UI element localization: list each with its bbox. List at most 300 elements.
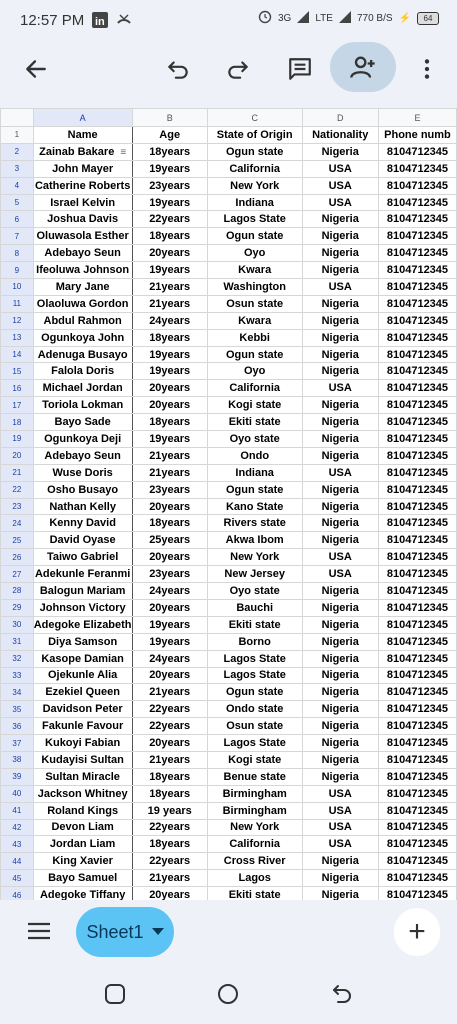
grid-cell[interactable] (33, 532, 132, 549)
grid-cell[interactable] (132, 481, 207, 498)
grid-cell[interactable] (33, 447, 132, 464)
grid-cell[interactable] (207, 751, 302, 768)
spreadsheet-grid[interactable] (0, 108, 457, 900)
grid-cell[interactable] (33, 819, 132, 836)
row-number[interactable]: 27 (1, 566, 34, 583)
grid-cell[interactable] (378, 616, 456, 633)
row-number[interactable]: 2 (1, 143, 34, 160)
grid-cell[interactable] (132, 667, 207, 684)
grid-cell[interactable] (207, 718, 302, 735)
grid-cell[interactable] (207, 650, 302, 667)
grid-cell[interactable] (33, 785, 132, 802)
grid-cell[interactable] (378, 431, 456, 448)
grid-cell[interactable] (207, 684, 302, 701)
grid-cell[interactable] (207, 819, 302, 836)
header-cell[interactable] (302, 127, 378, 144)
grid-cell[interactable] (378, 751, 456, 768)
grid-cell[interactable] (302, 160, 378, 177)
grid-cell[interactable] (33, 194, 132, 211)
row-number[interactable]: 38 (1, 751, 34, 768)
grid-cell[interactable] (132, 802, 207, 819)
grid-cell[interactable] (302, 447, 378, 464)
column-header-e[interactable]: E (378, 109, 456, 127)
grid-cell[interactable] (302, 279, 378, 296)
grid-cell[interactable] (33, 431, 132, 448)
row-number[interactable]: 17 (1, 397, 34, 414)
grid-cell[interactable] (302, 836, 378, 853)
row-number[interactable]: 31 (1, 633, 34, 650)
grid-cell[interactable] (302, 329, 378, 346)
grid-cell[interactable] (302, 143, 378, 160)
grid-cell[interactable] (378, 228, 456, 245)
grid-cell[interactable] (378, 583, 456, 600)
grid-cell[interactable] (132, 245, 207, 262)
filter-icon[interactable]: ≡ (120, 146, 127, 158)
grid-cell[interactable] (132, 870, 207, 887)
redo-button[interactable] (216, 47, 260, 91)
header-cell[interactable] (132, 127, 207, 144)
add-sheet-button[interactable]: + (394, 908, 440, 956)
grid-cell[interactable] (33, 566, 132, 583)
grid-cell[interactable] (33, 684, 132, 701)
grid-cell[interactable] (378, 650, 456, 667)
row-number[interactable]: 45 (1, 870, 34, 887)
grid-cell[interactable] (378, 414, 456, 431)
row-number[interactable]: 18 (1, 414, 34, 431)
row-number[interactable]: 22 (1, 481, 34, 498)
grid-cell[interactable] (378, 329, 456, 346)
recent-apps-button[interactable] (103, 982, 127, 1006)
grid-cell[interactable] (207, 228, 302, 245)
grid-cell[interactable] (378, 481, 456, 498)
grid-cell[interactable] (132, 566, 207, 583)
row-number[interactable]: 41 (1, 802, 34, 819)
grid-cell[interactable] (302, 532, 378, 549)
header-cell[interactable] (33, 127, 132, 144)
grid-cell[interactable] (132, 447, 207, 464)
row-number[interactable]: 4 (1, 177, 34, 194)
grid-cell[interactable] (33, 143, 132, 160)
grid-cell[interactable] (33, 701, 132, 718)
grid-cell[interactable] (378, 684, 456, 701)
grid-cell[interactable] (33, 887, 132, 900)
grid-cell[interactable] (207, 414, 302, 431)
row-number[interactable]: 16 (1, 380, 34, 397)
grid-cell[interactable] (33, 751, 132, 768)
grid-cell[interactable] (132, 279, 207, 296)
grid-cell[interactable] (33, 228, 132, 245)
grid-cell[interactable] (132, 718, 207, 735)
comment-button[interactable] (278, 47, 322, 91)
row-number[interactable]: 6 (1, 211, 34, 228)
grid-cell[interactable] (207, 143, 302, 160)
grid-cell[interactable] (302, 718, 378, 735)
grid-cell[interactable] (378, 295, 456, 312)
grid-cell[interactable] (302, 768, 378, 785)
grid-cell[interactable] (33, 549, 132, 566)
grid-cell[interactable] (302, 684, 378, 701)
grid-cell[interactable] (132, 515, 207, 532)
row-number[interactable]: 3 (1, 160, 34, 177)
grid-cell[interactable] (132, 853, 207, 870)
grid-cell[interactable] (207, 802, 302, 819)
grid-cell[interactable] (33, 363, 132, 380)
grid-cell[interactable] (302, 464, 378, 481)
grid-cell[interactable] (302, 735, 378, 752)
row-number[interactable]: 9 (1, 262, 34, 279)
grid-cell[interactable] (132, 228, 207, 245)
grid-cell[interactable] (302, 616, 378, 633)
back-button[interactable] (14, 47, 58, 91)
grid-cell[interactable] (302, 346, 378, 363)
grid-cell[interactable] (132, 887, 207, 900)
grid-cell[interactable] (33, 397, 132, 414)
grid-cell[interactable] (132, 211, 207, 228)
grid-cell[interactable] (132, 194, 207, 211)
grid-cell[interactable] (33, 718, 132, 735)
grid-cell[interactable] (33, 177, 132, 194)
grid-cell[interactable] (132, 498, 207, 515)
grid-cell[interactable] (378, 194, 456, 211)
grid-cell[interactable] (132, 633, 207, 650)
grid-cell[interactable] (302, 599, 378, 616)
grid-cell[interactable] (207, 363, 302, 380)
row-number[interactable]: 28 (1, 583, 34, 600)
grid-cell[interactable] (33, 650, 132, 667)
grid-cell[interactable] (302, 650, 378, 667)
grid-cell[interactable] (207, 346, 302, 363)
grid-cell[interactable] (33, 583, 132, 600)
grid-cell[interactable] (207, 380, 302, 397)
grid-cell[interactable] (378, 515, 456, 532)
grid-cell[interactable] (302, 515, 378, 532)
grid-cell[interactable] (207, 279, 302, 296)
row-number[interactable]: 7 (1, 228, 34, 245)
grid-cell[interactable] (207, 464, 302, 481)
grid-cell[interactable] (378, 312, 456, 329)
grid-cell[interactable] (378, 599, 456, 616)
grid-cell[interactable] (378, 633, 456, 650)
cell-value: Adebayo Seun (44, 247, 121, 260)
row-number[interactable]: 20 (1, 447, 34, 464)
grid-cell[interactable] (302, 583, 378, 600)
grid-cell[interactable] (302, 245, 378, 262)
grid-cell[interactable] (378, 802, 456, 819)
grid-cell[interactable] (207, 211, 302, 228)
grid-cell[interactable] (207, 177, 302, 194)
grid-cell[interactable] (302, 228, 378, 245)
grid-cell[interactable] (378, 397, 456, 414)
header-cell[interactable] (378, 127, 456, 144)
grid-cell[interactable] (33, 735, 132, 752)
grid-cell[interactable] (302, 633, 378, 650)
grid-cell[interactable] (33, 262, 132, 279)
grid-cell[interactable] (302, 819, 378, 836)
grid-cell[interactable] (378, 279, 456, 296)
grid-cell[interactable] (302, 785, 378, 802)
row-number[interactable]: 32 (1, 650, 34, 667)
grid-cell[interactable] (302, 295, 378, 312)
row-number[interactable]: 13 (1, 329, 34, 346)
grid-cell[interactable] (132, 312, 207, 329)
grid-cell[interactable] (302, 312, 378, 329)
row-number[interactable]: 37 (1, 735, 34, 752)
grid-cell[interactable] (302, 194, 378, 211)
grid-cell[interactable] (33, 802, 132, 819)
grid-cell[interactable] (378, 785, 456, 802)
column-header-c[interactable]: C (207, 109, 302, 127)
grid-cell[interactable] (33, 633, 132, 650)
grid-cell[interactable] (378, 718, 456, 735)
grid-cell[interactable] (207, 498, 302, 515)
grid-cell[interactable] (33, 870, 132, 887)
grid-cell[interactable] (33, 279, 132, 296)
row-number[interactable]: 46 (1, 887, 34, 900)
grid-cell[interactable] (33, 853, 132, 870)
grid-cell[interactable] (378, 836, 456, 853)
grid-cell[interactable] (132, 768, 207, 785)
row-number[interactable]: 39 (1, 768, 34, 785)
grid-cell[interactable] (302, 751, 378, 768)
grid-cell[interactable] (33, 515, 132, 532)
grid-cell[interactable] (33, 346, 132, 363)
grid-cell[interactable] (207, 397, 302, 414)
grid-cell[interactable] (207, 431, 302, 448)
grid-cell[interactable] (378, 380, 456, 397)
grid-cell[interactable] (302, 363, 378, 380)
grid-cell[interactable] (207, 735, 302, 752)
grid-cell[interactable] (207, 887, 302, 900)
grid-cell[interactable] (207, 768, 302, 785)
grid-cell[interactable] (132, 735, 207, 752)
row-number[interactable]: 5 (1, 194, 34, 211)
cell-value: Mary Jane (55, 280, 110, 293)
grid-cell[interactable] (207, 616, 302, 633)
grid-cell[interactable] (132, 177, 207, 194)
grid-cell[interactable] (378, 447, 456, 464)
grid-cell[interactable] (207, 549, 302, 566)
grid-cell[interactable] (132, 599, 207, 616)
grid-cell[interactable] (132, 346, 207, 363)
grid-cell[interactable] (33, 380, 132, 397)
grid-cell[interactable] (132, 397, 207, 414)
grid-cell[interactable] (302, 667, 378, 684)
row-number[interactable]: 19 (1, 431, 34, 448)
grid-cell[interactable] (302, 566, 378, 583)
grid-cell[interactable] (378, 245, 456, 262)
row-number[interactable]: 10 (1, 279, 34, 296)
grid-cell[interactable] (207, 481, 302, 498)
grid-cell[interactable] (132, 329, 207, 346)
cell-value: Borno (238, 635, 271, 648)
grid-cell[interactable] (132, 414, 207, 431)
undo-button[interactable] (156, 47, 200, 91)
column-header-a[interactable]: A (33, 109, 132, 127)
row-number[interactable]: 34 (1, 684, 34, 701)
share-button[interactable] (330, 42, 396, 92)
grid-cell[interactable] (207, 701, 302, 718)
grid-cell[interactable] (302, 177, 378, 194)
grid-cell[interactable] (207, 194, 302, 211)
grid-cell[interactable] (302, 853, 378, 870)
grid-cell[interactable] (132, 143, 207, 160)
grid-cell[interactable] (207, 836, 302, 853)
row-number[interactable]: 14 (1, 346, 34, 363)
grid-cell[interactable] (378, 667, 456, 684)
grid-cell[interactable] (378, 566, 456, 583)
grid-cell[interactable] (207, 160, 302, 177)
grid-cell[interactable] (132, 464, 207, 481)
grid-cell[interactable] (132, 262, 207, 279)
row-number[interactable]: 36 (1, 718, 34, 735)
grid-cell[interactable] (33, 295, 132, 312)
grid-cell[interactable] (207, 532, 302, 549)
cell-value: 8104712345 (386, 872, 449, 885)
row-number[interactable]: 24 (1, 515, 34, 532)
grid-cell[interactable] (302, 498, 378, 515)
grid-cell[interactable] (33, 616, 132, 633)
grid-cell[interactable] (132, 785, 207, 802)
more-options-button[interactable] (405, 47, 449, 91)
row-number[interactable]: 21 (1, 464, 34, 481)
grid-cell[interactable] (132, 836, 207, 853)
grid-cell[interactable] (302, 870, 378, 887)
grid-cell[interactable] (207, 583, 302, 600)
grid-cell[interactable] (207, 566, 302, 583)
grid-cell[interactable] (378, 363, 456, 380)
grid-cell[interactable] (33, 464, 132, 481)
row-number[interactable]: 15 (1, 363, 34, 380)
row-number[interactable]: 44 (1, 853, 34, 870)
grid-cell[interactable] (378, 735, 456, 752)
grid-cell[interactable] (378, 464, 456, 481)
row-number[interactable]: 11 (1, 295, 34, 312)
grid-cell[interactable] (132, 583, 207, 600)
tab-sheet1[interactable] (76, 907, 174, 957)
grid-cell[interactable] (33, 329, 132, 346)
grid-cell[interactable] (378, 160, 456, 177)
grid-cell[interactable] (207, 870, 302, 887)
grid-cell[interactable] (33, 498, 132, 515)
row-number[interactable]: 12 (1, 312, 34, 329)
grid-cell[interactable] (378, 177, 456, 194)
grid-cell[interactable] (302, 262, 378, 279)
grid-cell[interactable] (378, 853, 456, 870)
grid-cell[interactable] (302, 211, 378, 228)
grid-cell[interactable] (132, 532, 207, 549)
back-nav-button[interactable] (330, 982, 354, 1006)
grid-cell[interactable] (207, 329, 302, 346)
row-number[interactable]: 29 (1, 599, 34, 616)
grid-cell[interactable] (378, 819, 456, 836)
row-number[interactable]: 33 (1, 667, 34, 684)
grid-cell[interactable] (207, 515, 302, 532)
grid-cell[interactable] (207, 447, 302, 464)
grid-cell[interactable] (378, 701, 456, 718)
grid-cell[interactable] (302, 481, 378, 498)
column-header-b[interactable]: B (132, 109, 207, 127)
row-number[interactable]: 23 (1, 498, 34, 515)
grid-cell[interactable] (132, 160, 207, 177)
grid-cell[interactable] (378, 211, 456, 228)
grid-cell[interactable] (207, 853, 302, 870)
grid-cell[interactable] (207, 312, 302, 329)
grid-cell[interactable] (378, 262, 456, 279)
grid-cell[interactable] (33, 768, 132, 785)
grid-cell[interactable] (33, 211, 132, 228)
grid-cell[interactable] (378, 870, 456, 887)
grid-cell[interactable] (207, 599, 302, 616)
grid-cell[interactable] (33, 312, 132, 329)
grid-cell[interactable] (207, 633, 302, 650)
grid-cell[interactable] (132, 431, 207, 448)
grid-cell[interactable] (378, 346, 456, 363)
row-number[interactable]: 1 (1, 127, 34, 144)
grid-cell[interactable] (378, 143, 456, 160)
grid-cell[interactable] (207, 295, 302, 312)
grid-cell[interactable] (207, 245, 302, 262)
grid-cell[interactable] (378, 498, 456, 515)
grid-cell[interactable] (207, 785, 302, 802)
grid-cell[interactable] (207, 667, 302, 684)
grid-cell[interactable] (132, 295, 207, 312)
grid-cell[interactable] (132, 751, 207, 768)
grid-cell[interactable] (132, 380, 207, 397)
row-number[interactable]: 26 (1, 549, 34, 566)
grid-cell[interactable] (378, 532, 456, 549)
select-all-corner[interactable] (1, 109, 34, 127)
row-number[interactable]: 42 (1, 819, 34, 836)
grid-cell[interactable] (378, 887, 456, 900)
grid-cell[interactable] (132, 701, 207, 718)
grid-cell[interactable] (132, 650, 207, 667)
grid-cell[interactable] (302, 701, 378, 718)
home-button[interactable] (216, 982, 240, 1006)
grid-cell[interactable] (132, 819, 207, 836)
grid-cell[interactable] (302, 802, 378, 819)
row-number[interactable]: 8 (1, 245, 34, 262)
row-number[interactable]: 30 (1, 616, 34, 633)
grid-cell[interactable] (33, 245, 132, 262)
grid-cell[interactable] (302, 549, 378, 566)
grid-cell[interactable] (132, 549, 207, 566)
grid-cell[interactable] (302, 380, 378, 397)
grid-cell[interactable] (132, 363, 207, 380)
header-cell[interactable] (207, 127, 302, 144)
grid-cell[interactable] (33, 667, 132, 684)
grid-cell[interactable] (302, 414, 378, 431)
grid-cell[interactable] (33, 599, 132, 616)
grid-cell[interactable] (302, 887, 378, 900)
grid-cell[interactable] (33, 414, 132, 431)
grid-cell[interactable] (302, 397, 378, 414)
grid-cell[interactable] (207, 262, 302, 279)
sheets-menu-button[interactable] (26, 920, 52, 942)
row-number[interactable]: 40 (1, 785, 34, 802)
grid-cell[interactable] (302, 431, 378, 448)
grid-cell[interactable] (33, 481, 132, 498)
grid-cell[interactable] (378, 768, 456, 785)
row-number[interactable]: 43 (1, 836, 34, 853)
grid-cell[interactable] (33, 836, 132, 853)
grid-cell[interactable] (132, 684, 207, 701)
grid-cell[interactable] (132, 616, 207, 633)
grid-cell[interactable] (378, 549, 456, 566)
grid-cell[interactable] (33, 160, 132, 177)
row-number[interactable]: 35 (1, 701, 34, 718)
row-number[interactable]: 25 (1, 532, 34, 549)
column-header-d[interactable]: D (302, 109, 378, 127)
